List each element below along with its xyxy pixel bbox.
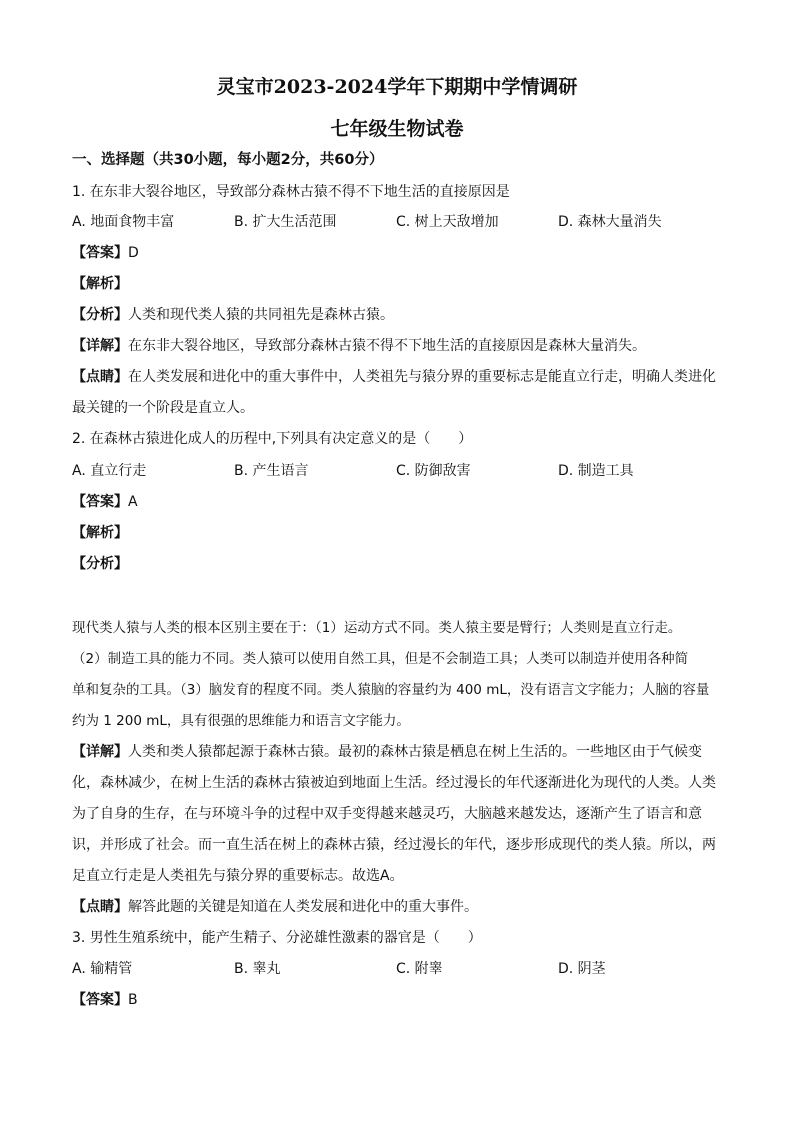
q3-option-c: C. 附睾 <box>396 961 443 977</box>
fenxi-text: 人类和现代类人猿的共同祖先是森林古猿。 <box>128 307 394 323</box>
comment-label: 【点睛】 <box>72 369 128 385</box>
q1-stem: 1. 在东非大裂谷地区，导致部分森林古猿不得不下地生活的直接原因是 <box>72 184 510 200</box>
answer-label: 【答案】 <box>72 245 128 261</box>
section-heading: 一、选择题（共30小题，每小题2分，共60分） <box>72 152 384 168</box>
fenxi-label: 【分析】 <box>72 556 128 572</box>
fenxi-label: 【分析】 <box>72 307 128 323</box>
q3-answer <box>72 990 732 1010</box>
q2-para-line2: （2）制造工具的能力不同。类人猿可以使用自然工具，但是不会制造工具；人类可以制造并使用各种简 <box>72 651 689 667</box>
q2-para-line4: 约为 1 200 mL，具有很强的思维能力和语言文字能力。 <box>72 713 410 729</box>
q2-answer <box>72 492 732 512</box>
q2-option-b: B. 产生语言 <box>234 463 309 479</box>
analysis-label: 【解析】 <box>72 525 128 541</box>
answer-label: 【答案】 <box>72 494 128 510</box>
q1-option-c: C. 树上天敌增加 <box>396 214 499 230</box>
analysis-label: 【解析】 <box>72 276 128 292</box>
q2-analysis-label <box>72 523 732 543</box>
q1-fenxi <box>72 305 732 325</box>
q1-analysis-label <box>72 274 732 294</box>
q2-detail-line3: 为了自身的生存，在与环境斗争的过程中双手变得越来越灵巧，大脑越来越发达，逐渐产生了语言和意 <box>72 806 702 822</box>
q3-option-a: A. 输精管 <box>72 961 133 977</box>
detail-text: 人类和类人猿都起源于森林古猿。最初的森林古猿是栖息在树上生活的。一些地区由于气候变 <box>128 744 702 760</box>
answer-value: A <box>128 494 138 510</box>
q1-option-a: A. 地面食物丰富 <box>72 214 175 230</box>
q2-comment <box>72 897 732 917</box>
q2-detail-line2: 化，森林减少，在树上生活的森林古猿被迫到地面上生活。经过漫长的年代逐渐进化为现代的人类。人类 <box>72 775 716 791</box>
answer-value: D <box>128 245 139 261</box>
answer-value: B <box>128 992 138 1008</box>
q2-detail-line4: 识，并形成了社会。而一直生活在树上的森林古猿，经过漫长的年代，逐步形成现代的类人猿。所以，两 <box>72 837 716 853</box>
q1-answer <box>72 243 732 263</box>
comment-text: 在人类发展和进化中的重大事件中，人类祖先与猿分界的重要标志是能直立行走，明确人类进化 <box>128 369 716 385</box>
q2-detail <box>72 742 732 762</box>
exam-subtitle: 七年级生物试卷 <box>330 118 464 140</box>
q3-stem: 3. 男性生殖系统中，能产生精子、分泌雄性激素的器官是（ ） <box>72 930 482 946</box>
q1-option-b: B. 扩大生活范围 <box>234 214 337 230</box>
answer-label: 【答案】 <box>72 992 128 1008</box>
q2-fenxi-label <box>72 554 732 574</box>
q3-option-b: B. 睾丸 <box>234 961 281 977</box>
q2-detail-line5: 足直立行走是人类祖先与猿分界的重要标志。故选A。 <box>72 868 404 884</box>
q1-comment <box>72 367 732 387</box>
q2-option-c: C. 防御敌害 <box>396 463 471 479</box>
q1-comment-cont: 最关键的一个阶段是直立人。 <box>72 400 254 416</box>
q3-option-d: D. 阴茎 <box>558 961 606 977</box>
comment-text: 解答此题的关键是知道在人类发展和进化中的重大事件。 <box>128 899 478 915</box>
q1-detail <box>72 336 732 356</box>
comment-label: 【点睛】 <box>72 899 128 915</box>
exam-title: 灵宝市2023-2024学年下期期中学情调研 <box>216 76 578 98</box>
q2-option-a: A. 直立行走 <box>72 463 147 479</box>
q2-option-d: D. 制造工具 <box>558 463 634 479</box>
detail-text: 在东非大裂谷地区，导致部分森林古猿不得不下地生活的直接原因是森林大量消失。 <box>128 338 646 354</box>
q1-option-d: D. 森林大量消失 <box>558 214 662 230</box>
q2-para-line3: 单和复杂的工具。（3）脑发育的程度不同。类人猿脑的容量约为 400 mL，没有语言文字能力；人脑的容量 <box>72 682 710 698</box>
q2-para-line1: 现代类人猿与人类的根本区别主要在于：（1）运动方式不同。类人猿主要是臂行；人类则是直立行走。 <box>72 620 682 636</box>
detail-label: 【详解】 <box>72 744 128 760</box>
detail-label: 【详解】 <box>72 338 128 354</box>
q2-stem: 2. 在森林古猿进化成人的历程中,下列具有决定意义的是（ ） <box>72 431 473 447</box>
